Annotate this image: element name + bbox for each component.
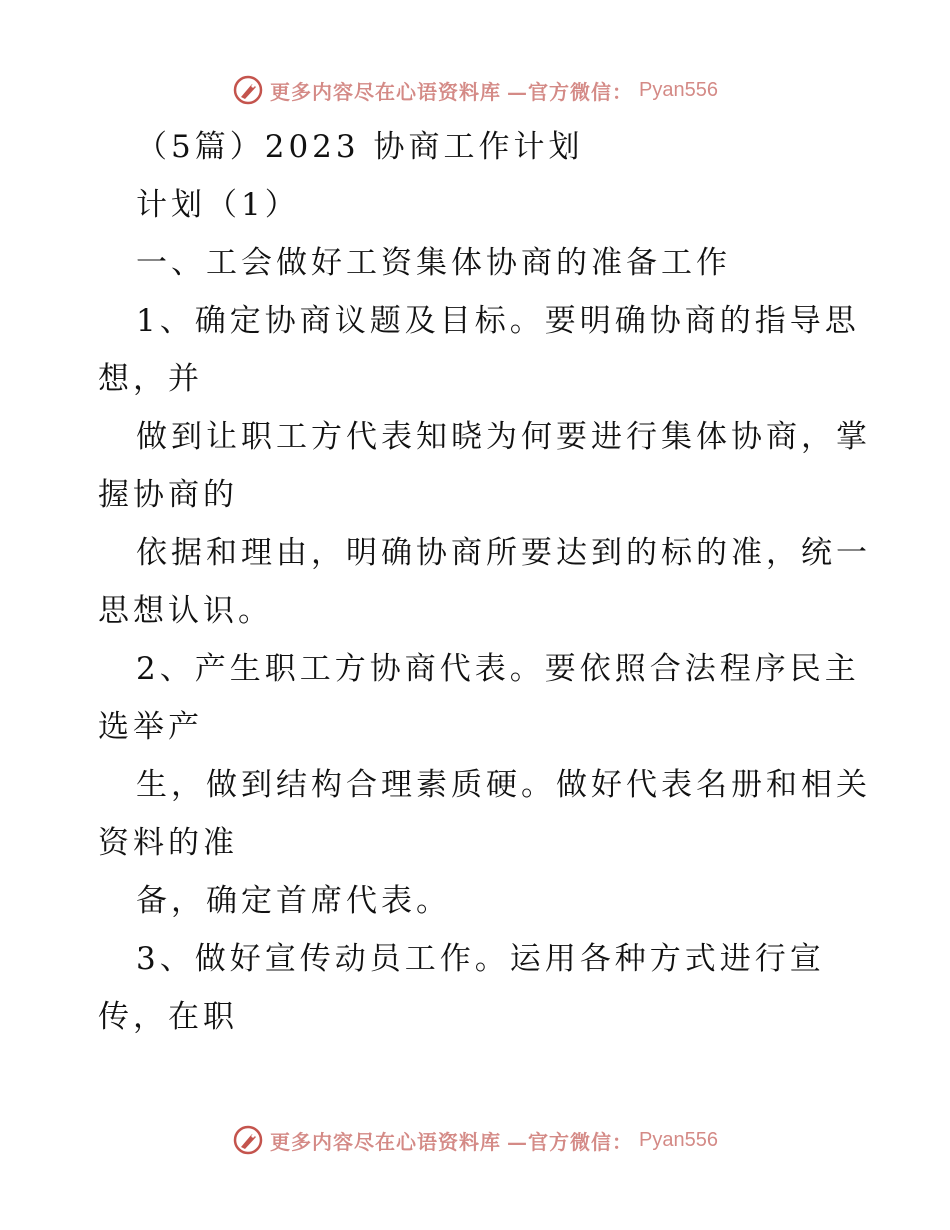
pen-nib-circle-icon xyxy=(232,1124,264,1156)
watermark-id-text: Pyan556 xyxy=(639,1128,718,1151)
watermark-dash-text: —官方微信： xyxy=(507,79,634,104)
paragraph-line: 握协商的 xyxy=(98,477,238,513)
paragraph-line: 2、产生职工方协商代表。要依照合法程序民主 xyxy=(136,651,860,687)
paragraph-line: 备，确定首席代表。 xyxy=(136,883,451,919)
footer-watermark xyxy=(0,1120,950,1160)
paragraph-line: 想，并 xyxy=(98,361,203,397)
pen-nib-circle-icon xyxy=(232,74,264,106)
subsection-heading: 一、工会做好工资集体协商的准备工作 xyxy=(136,245,731,281)
paragraph-line: 3、做好宣传动员工作。运用各种方式进行宣 xyxy=(136,941,825,977)
paragraph-line: 依据和理由，明确协商所要达到的标的准，统一 xyxy=(136,535,871,571)
paragraph-line: 选举产 xyxy=(98,709,203,745)
section-heading: 计划（1） xyxy=(136,187,300,223)
watermark-main-text: 更多内容尽在心语资料库 xyxy=(270,79,502,104)
paragraph-line: 资料的准 xyxy=(98,825,238,861)
watermark-main-text: 更多内容尽在心语资料库 xyxy=(270,1129,502,1154)
document-title: （5篇）2023 协商工作计划 xyxy=(136,129,584,165)
watermark-dash-text: —官方微信： xyxy=(507,1129,634,1154)
paragraph-line: 思想认识。 xyxy=(98,593,273,629)
paragraph-line: 做到让职工方代表知晓为何要进行集体协商，掌 xyxy=(136,419,871,455)
paragraph-line: 传，在职 xyxy=(98,999,238,1035)
watermark-id-text: Pyan556 xyxy=(639,78,718,101)
paragraph-line: 生，做到结构合理素质硬。做好代表名册和相关 xyxy=(136,767,871,803)
document-body xyxy=(98,118,871,1046)
paragraph-line: 1、确定协商议题及目标。要明确协商的指导思 xyxy=(136,303,860,339)
header-watermark xyxy=(0,70,950,110)
